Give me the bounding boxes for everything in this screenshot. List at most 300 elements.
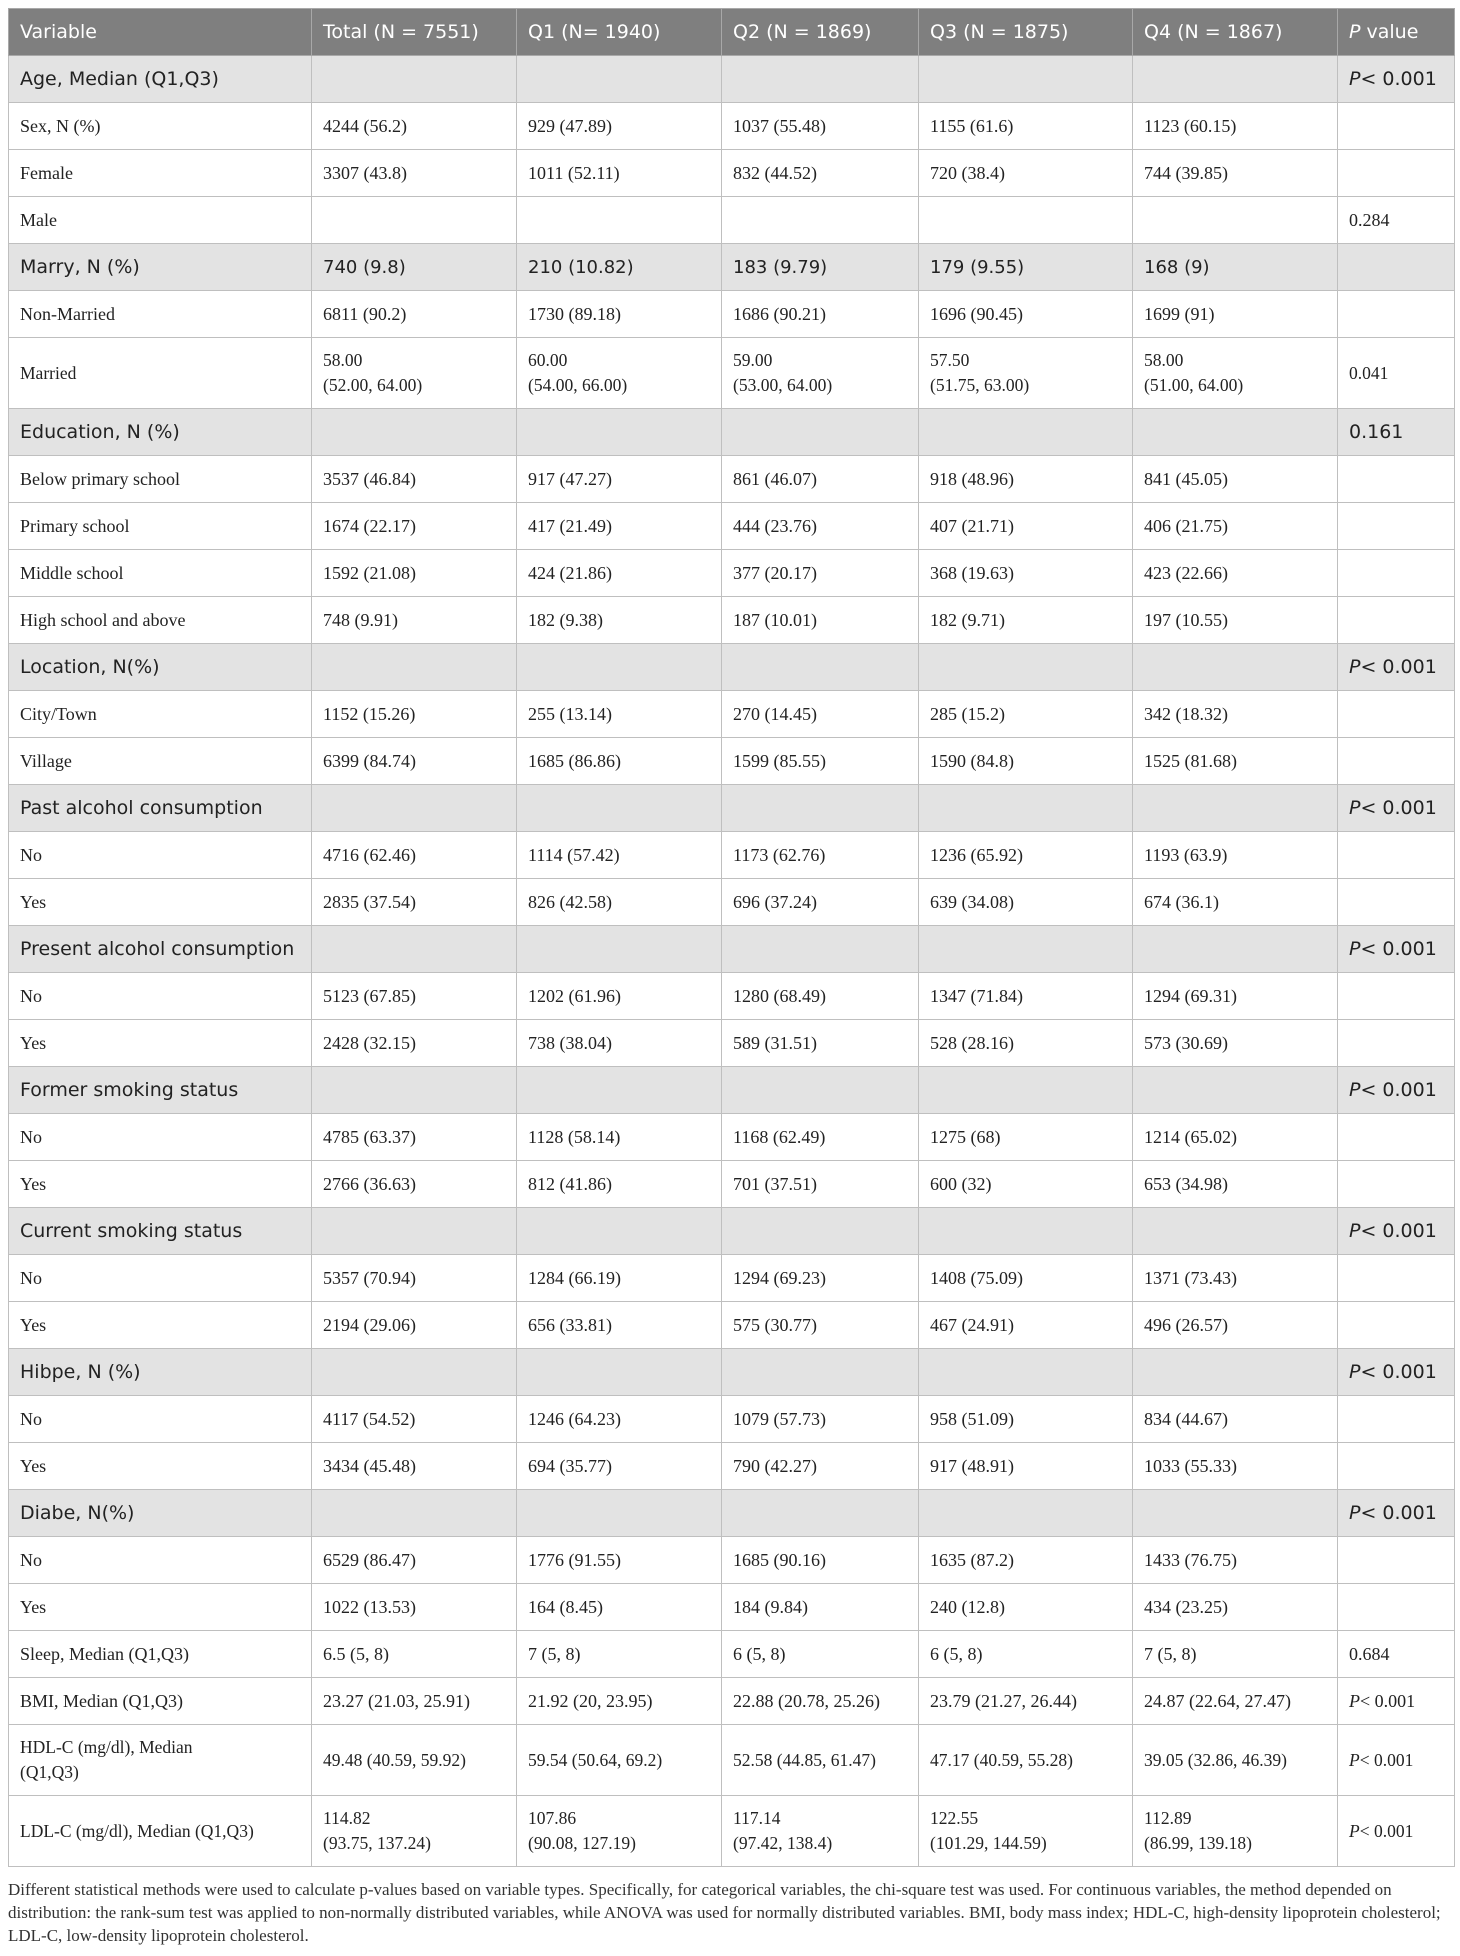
cell-value-line: (54.00, 66.00) <box>528 375 628 395</box>
q2-cell: 1685 (90.16) <box>722 1537 919 1584</box>
p-value-cell <box>1338 1725 1455 1796</box>
baseline-characteristics-table <box>8 8 1455 1867</box>
q3-cell: 1275 (68) <box>919 1114 1133 1161</box>
total-cell: 2766 (36.63) <box>312 1161 517 1208</box>
p-symbol: P <box>1349 68 1361 90</box>
p-value-text: < 0.001 <box>1360 938 1437 960</box>
q1-cell: 1730 (89.18) <box>517 291 722 338</box>
variable-cell: Yes <box>9 1584 312 1631</box>
variable-cell: LDL-C (mg/dl), Median (Q1,Q3) <box>9 1796 312 1867</box>
q4-cell <box>1133 926 1338 973</box>
q3-cell <box>919 1349 1133 1396</box>
q1-cell: 424 (21.86) <box>517 550 722 597</box>
q4-cell: 7 (5, 8) <box>1133 1631 1338 1678</box>
q3-cell: 368 (19.63) <box>919 550 1133 597</box>
p-value-cell <box>1338 644 1455 691</box>
q4-cell: 24.87 (22.64, 27.47) <box>1133 1678 1338 1725</box>
q3-cell: 407 (21.71) <box>919 503 1133 550</box>
q2-cell <box>722 1067 919 1114</box>
q2-cell: 183 (9.79) <box>722 244 919 291</box>
variable-cell: Location, N(%) <box>9 644 312 691</box>
variable-cell: Present alcohol consumption <box>9 926 312 973</box>
header-q4: Q4 (N = 1867) <box>1133 9 1338 56</box>
table-row <box>9 338 1455 409</box>
p-value-cell: 0.161 <box>1338 409 1455 456</box>
q2-cell <box>722 1208 919 1255</box>
p-value-cell <box>1338 1255 1455 1302</box>
q4-cell: 1193 (63.9) <box>1133 832 1338 879</box>
q2-cell: 1686 (90.21) <box>722 291 919 338</box>
p-symbol: P <box>1349 1079 1361 1101</box>
q4-cell <box>1133 409 1338 456</box>
p-value-cell: 0.684 <box>1338 1631 1455 1678</box>
variable-cell: No <box>9 1537 312 1584</box>
q3-cell: 1347 (71.84) <box>919 973 1133 1020</box>
total-cell <box>312 197 517 244</box>
q4-cell <box>1133 338 1338 409</box>
cell-value-line: (86.99, 139.18) <box>1144 1833 1252 1853</box>
cell-value-line: (51.75, 63.00) <box>930 375 1030 395</box>
total-cell: 23.27 (21.03, 25.91) <box>312 1678 517 1725</box>
q2-cell <box>722 409 919 456</box>
q2-cell: 1037 (55.48) <box>722 103 919 150</box>
q4-cell <box>1133 1208 1338 1255</box>
table-row <box>9 1255 1455 1302</box>
q1-cell: 21.92 (20, 23.95) <box>517 1678 722 1725</box>
p-value-cell <box>1338 832 1455 879</box>
table-row <box>9 1161 1455 1208</box>
variable-cell: Yes <box>9 879 312 926</box>
total-cell: 4244 (56.2) <box>312 103 517 150</box>
table-group-row <box>9 785 1455 832</box>
q2-cell: 6 (5, 8) <box>722 1631 919 1678</box>
variable-cell: Marry, N (%) <box>9 244 312 291</box>
table-group-row <box>9 1490 1455 1537</box>
q3-cell: 917 (48.91) <box>919 1443 1133 1490</box>
total-cell: 49.48 (40.59, 59.92) <box>312 1725 517 1796</box>
q3-cell <box>919 338 1133 409</box>
table-group-row <box>9 56 1455 103</box>
table-row <box>9 1020 1455 1067</box>
q4-cell: 834 (44.67) <box>1133 1396 1338 1443</box>
q2-cell: 184 (9.84) <box>722 1584 919 1631</box>
variable-cell: Yes <box>9 1443 312 1490</box>
p-value-cell <box>1338 550 1455 597</box>
variable-cell: No <box>9 973 312 1020</box>
q2-cell: 1168 (62.49) <box>722 1114 919 1161</box>
q4-cell: 197 (10.55) <box>1133 597 1338 644</box>
q2-cell: 270 (14.45) <box>722 691 919 738</box>
table-row <box>9 691 1455 738</box>
table-row <box>9 1537 1455 1584</box>
header-variable: Variable <box>9 9 312 56</box>
variable-cell: No <box>9 1396 312 1443</box>
variable-cell: Yes <box>9 1020 312 1067</box>
cell-value-line: 107.86 <box>528 1808 577 1828</box>
total-cell: 1674 (22.17) <box>312 503 517 550</box>
variable-cell: Sex, N (%) <box>9 103 312 150</box>
q3-cell: 600 (32) <box>919 1161 1133 1208</box>
q3-cell <box>919 785 1133 832</box>
table-group-row <box>9 1208 1455 1255</box>
total-cell: 1592 (21.08) <box>312 550 517 597</box>
q4-cell <box>1133 644 1338 691</box>
q3-cell <box>919 926 1133 973</box>
q2-cell: 52.58 (44.85, 61.47) <box>722 1725 919 1796</box>
total-cell <box>312 56 517 103</box>
table-body <box>9 56 1455 1867</box>
q1-cell: 1776 (91.55) <box>517 1537 722 1584</box>
q4-cell <box>1133 785 1338 832</box>
q2-cell <box>722 1490 919 1537</box>
q4-cell: 434 (23.25) <box>1133 1584 1338 1631</box>
table-row <box>9 1114 1455 1161</box>
total-cell: 6399 (84.74) <box>312 738 517 785</box>
total-cell: 1152 (15.26) <box>312 691 517 738</box>
q1-cell <box>517 1349 722 1396</box>
q3-cell <box>919 644 1133 691</box>
q3-cell <box>919 1067 1133 1114</box>
p-value-cell <box>1338 503 1455 550</box>
q2-cell <box>722 1796 919 1867</box>
table-row <box>9 550 1455 597</box>
q3-cell: 240 (12.8) <box>919 1584 1133 1631</box>
p-value-cell <box>1338 291 1455 338</box>
total-cell: 2835 (37.54) <box>312 879 517 926</box>
p-value-cell <box>1338 1490 1455 1537</box>
table-row <box>9 103 1455 150</box>
q3-cell <box>919 1490 1133 1537</box>
q1-cell <box>517 1067 722 1114</box>
q4-cell: 653 (34.98) <box>1133 1161 1338 1208</box>
q3-cell: 918 (48.96) <box>919 456 1133 503</box>
q3-cell: 1408 (75.09) <box>919 1255 1133 1302</box>
p-value-cell <box>1338 1443 1455 1490</box>
header-total: Total (N = 7551) <box>312 9 517 56</box>
total-cell: 2194 (29.06) <box>312 1302 517 1349</box>
q1-cell <box>517 1208 722 1255</box>
p-value-cell <box>1338 785 1455 832</box>
q3-cell: 179 (9.55) <box>919 244 1133 291</box>
variable-cell: Married <box>9 338 312 409</box>
header-p-value: P value <box>1338 9 1455 56</box>
q2-cell: 22.88 (20.78, 25.26) <box>722 1678 919 1725</box>
variable-cell: Below primary school <box>9 456 312 503</box>
q1-cell: 826 (42.58) <box>517 879 722 926</box>
q4-cell <box>1133 197 1338 244</box>
p-value-cell <box>1338 1537 1455 1584</box>
q1-cell: 812 (41.86) <box>517 1161 722 1208</box>
total-cell: 740 (9.8) <box>312 244 517 291</box>
variable-cell: Past alcohol consumption <box>9 785 312 832</box>
q1-cell <box>517 409 722 456</box>
table-group-row <box>9 926 1455 973</box>
total-cell <box>312 1349 517 1396</box>
p-value-cell <box>1338 1396 1455 1443</box>
p-value-cell <box>1338 1349 1455 1396</box>
header-q1: Q1 (N= 1940) <box>517 9 722 56</box>
p-value-text: < 0.001 <box>1360 656 1437 678</box>
p-symbol: P <box>1349 1820 1360 1841</box>
q1-cell <box>517 56 722 103</box>
q2-cell <box>722 338 919 409</box>
q3-cell: 1696 (90.45) <box>919 291 1133 338</box>
q4-cell: 39.05 (32.86, 46.39) <box>1133 1725 1338 1796</box>
p-value-cell <box>1338 456 1455 503</box>
q4-cell <box>1133 1349 1338 1396</box>
total-cell: 1022 (13.53) <box>312 1584 517 1631</box>
total-cell: 4716 (62.46) <box>312 832 517 879</box>
variable-cell: Yes <box>9 1161 312 1208</box>
variable-cell <box>9 1725 312 1796</box>
variable-cell: No <box>9 1114 312 1161</box>
q4-cell: 744 (39.85) <box>1133 150 1338 197</box>
variable-cell: BMI, Median (Q1,Q3) <box>9 1678 312 1725</box>
table-group-row <box>9 644 1455 691</box>
q4-cell: 1699 (91) <box>1133 291 1338 338</box>
q2-cell: 377 (20.17) <box>722 550 919 597</box>
total-cell <box>312 785 517 832</box>
q2-cell: 444 (23.76) <box>722 503 919 550</box>
p-symbol: P <box>1349 1690 1360 1711</box>
variable-cell: Former smoking status <box>9 1067 312 1114</box>
p-value-text: < 0.001 <box>1360 797 1437 819</box>
variable-cell: No <box>9 1255 312 1302</box>
q2-cell: 1173 (62.76) <box>722 832 919 879</box>
q2-cell: 187 (10.01) <box>722 597 919 644</box>
p-value-text: < 0.001 <box>1360 1502 1437 1524</box>
p-symbol: P <box>1349 797 1361 819</box>
q4-cell: 168 (9) <box>1133 244 1338 291</box>
q2-cell: 1599 (85.55) <box>722 738 919 785</box>
cell-value-line: (53.00, 64.00) <box>733 375 833 395</box>
q3-cell <box>919 197 1133 244</box>
total-cell <box>312 1208 517 1255</box>
variable-cell: Village <box>9 738 312 785</box>
p-value-cell <box>1338 1114 1455 1161</box>
q2-cell: 1079 (57.73) <box>722 1396 919 1443</box>
table-row <box>9 832 1455 879</box>
p-symbol: P <box>1349 1502 1361 1524</box>
q3-cell: 6 (5, 8) <box>919 1631 1133 1678</box>
p-value-cell <box>1338 150 1455 197</box>
q3-cell: 528 (28.16) <box>919 1020 1133 1067</box>
q4-cell: 423 (22.66) <box>1133 550 1338 597</box>
q3-cell <box>919 56 1133 103</box>
q1-cell <box>517 197 722 244</box>
cell-value-line: (93.75, 137.24) <box>323 1833 431 1853</box>
q3-cell <box>919 409 1133 456</box>
q2-cell: 790 (42.27) <box>722 1443 919 1490</box>
p-value-text: < 0.001 <box>1360 1079 1437 1101</box>
variable-cell: Hibpe, N (%) <box>9 1349 312 1396</box>
q1-cell <box>517 1796 722 1867</box>
q3-cell: 1635 (87.2) <box>919 1537 1133 1584</box>
variable-cell: Middle school <box>9 550 312 597</box>
table-row <box>9 503 1455 550</box>
table-row <box>9 456 1455 503</box>
p-value-cell <box>1338 879 1455 926</box>
total-cell: 4785 (63.37) <box>312 1114 517 1161</box>
q3-cell: 285 (15.2) <box>919 691 1133 738</box>
p-value-cell <box>1338 1584 1455 1631</box>
q1-cell: 738 (38.04) <box>517 1020 722 1067</box>
q3-cell: 467 (24.91) <box>919 1302 1133 1349</box>
p-symbol: P <box>1349 656 1361 678</box>
table-row <box>9 150 1455 197</box>
q4-cell: 674 (36.1) <box>1133 879 1338 926</box>
q1-cell: 182 (9.38) <box>517 597 722 644</box>
q3-cell <box>919 1208 1133 1255</box>
p-value-text: < 0.001 <box>1359 1820 1414 1841</box>
cell-value-line: (90.08, 127.19) <box>528 1833 636 1853</box>
p-value-cell <box>1338 1067 1455 1114</box>
cell-value-line: 60.00 <box>528 350 568 370</box>
q4-cell: 1214 (65.02) <box>1133 1114 1338 1161</box>
total-cell: 3434 (45.48) <box>312 1443 517 1490</box>
q1-cell: 917 (47.27) <box>517 456 722 503</box>
variable-cell: Female <box>9 150 312 197</box>
q2-cell: 861 (46.07) <box>722 456 919 503</box>
p-value-cell <box>1338 1020 1455 1067</box>
table-row <box>9 597 1455 644</box>
p-value-text: < 0.001 <box>1360 68 1437 90</box>
q1-cell: 1202 (61.96) <box>517 973 722 1020</box>
q3-cell <box>919 1796 1133 1867</box>
table-row <box>9 879 1455 926</box>
q2-cell: 832 (44.52) <box>722 150 919 197</box>
q1-cell <box>517 1490 722 1537</box>
p-value-cell <box>1338 738 1455 785</box>
cell-value-line: (101.29, 144.59) <box>930 1833 1047 1853</box>
total-cell <box>312 338 517 409</box>
q1-cell: 255 (13.14) <box>517 691 722 738</box>
q4-cell: 1371 (73.43) <box>1133 1255 1338 1302</box>
table-row <box>9 1584 1455 1631</box>
p-value-cell <box>1338 244 1455 291</box>
variable-cell: No <box>9 832 312 879</box>
cell-value-line: (97.42, 138.4) <box>733 1833 833 1853</box>
variable-cell: Primary school <box>9 503 312 550</box>
q1-cell: 1114 (57.42) <box>517 832 722 879</box>
p-value-cell <box>1338 973 1455 1020</box>
q4-cell <box>1133 1067 1338 1114</box>
q2-cell <box>722 785 919 832</box>
p-value-cell: 0.041 <box>1338 338 1455 409</box>
q1-cell: 164 (8.45) <box>517 1584 722 1631</box>
q4-cell: 1294 (69.31) <box>1133 973 1338 1020</box>
q1-cell <box>517 785 722 832</box>
p-value-text: < 0.001 <box>1360 1690 1416 1711</box>
q4-cell: 1433 (76.75) <box>1133 1537 1338 1584</box>
variable-cell: Sleep, Median (Q1,Q3) <box>9 1631 312 1678</box>
total-cell: 6811 (90.2) <box>312 291 517 338</box>
q2-cell <box>722 926 919 973</box>
table-group-row <box>9 1067 1455 1114</box>
variable-cell: Male <box>9 197 312 244</box>
p-value-cell <box>1338 56 1455 103</box>
q1-cell <box>517 338 722 409</box>
header-q3: Q3 (N = 1875) <box>919 9 1133 56</box>
q3-cell: 1155 (61.6) <box>919 103 1133 150</box>
p-value-cell <box>1338 1678 1455 1725</box>
total-cell: 5123 (67.85) <box>312 973 517 1020</box>
table-group-row <box>9 1349 1455 1396</box>
table-header-row <box>9 9 1455 56</box>
q2-cell <box>722 1349 919 1396</box>
p-value-cell: 0.284 <box>1338 197 1455 244</box>
q1-cell: 210 (10.82) <box>517 244 722 291</box>
q2-cell: 1280 (68.49) <box>722 973 919 1020</box>
q2-cell <box>722 56 919 103</box>
p-value-cell <box>1338 926 1455 973</box>
q1-cell: 694 (35.77) <box>517 1443 722 1490</box>
table-row <box>9 1631 1455 1678</box>
q3-cell: 720 (38.4) <box>919 150 1133 197</box>
total-cell: 6529 (86.47) <box>312 1537 517 1584</box>
variable-cell: High school and above <box>9 597 312 644</box>
cell-value-line: 58.00 <box>323 350 363 370</box>
cell-value-line: 114.82 <box>323 1808 371 1828</box>
cell-value-line: 122.55 <box>930 1808 979 1828</box>
total-cell: 6.5 (5, 8) <box>312 1631 517 1678</box>
q2-cell: 1294 (69.23) <box>722 1255 919 1302</box>
table-row <box>9 197 1455 244</box>
table-row <box>9 1396 1455 1443</box>
q4-cell <box>1133 1490 1338 1537</box>
q1-cell: 656 (33.81) <box>517 1302 722 1349</box>
q4-cell: 496 (26.57) <box>1133 1302 1338 1349</box>
variable-cell: Yes <box>9 1302 312 1349</box>
variable-cell: Age, Median (Q1,Q3) <box>9 56 312 103</box>
q4-cell <box>1133 1796 1338 1867</box>
p-value-cell <box>1338 1302 1455 1349</box>
p-symbol: P <box>1349 1220 1361 1242</box>
cell-value-line: 117.14 <box>733 1808 781 1828</box>
header-q2: Q2 (N = 1869) <box>722 9 919 56</box>
table-row <box>9 1302 1455 1349</box>
p-value-text: < 0.001 <box>1360 1361 1437 1383</box>
cell-value-line: (51.00, 64.00) <box>1144 375 1244 395</box>
q2-cell <box>722 644 919 691</box>
baseline-characteristics-table-figure <box>8 8 1454 1947</box>
q4-cell: 1123 (60.15) <box>1133 103 1338 150</box>
total-cell: 5357 (70.94) <box>312 1255 517 1302</box>
variable-label-line: HDL-C (mg/dl), Median <box>20 1737 193 1757</box>
total-cell: 4117 (54.52) <box>312 1396 517 1443</box>
table-footnote: Different statistical methods were used to calculate p-values based on variable types. Specifically, for categorical variables, the chi-square test was used. For continuous variables, the method depended on distribution: the rank-sum test was applied to non-normally distributed variables, while ANOVA was used for normally distributed variables. BMI, body mass index; HDL-C, high-density lipoprotein cholesterol; LDL-C, low-density lipoprotein cholesterol. <box>8 1880 1441 1945</box>
q4-cell: 841 (45.05) <box>1133 456 1338 503</box>
variable-cell: City/Town <box>9 691 312 738</box>
table-row <box>9 1725 1455 1796</box>
q4-cell <box>1133 56 1338 103</box>
p-value-cell <box>1338 103 1455 150</box>
total-cell <box>312 1490 517 1537</box>
q1-cell <box>517 926 722 973</box>
q1-cell: 1128 (58.14) <box>517 1114 722 1161</box>
total-cell <box>312 1067 517 1114</box>
q3-cell: 958 (51.09) <box>919 1396 1133 1443</box>
table-row <box>9 973 1455 1020</box>
q3-cell: 182 (9.71) <box>919 597 1133 644</box>
p-value-cell <box>1338 597 1455 644</box>
table-row <box>9 1796 1455 1867</box>
p-value-cell <box>1338 691 1455 738</box>
total-cell <box>312 1796 517 1867</box>
q3-cell: 47.17 (40.59, 55.28) <box>919 1725 1133 1796</box>
table-group-row <box>9 409 1455 456</box>
q3-cell: 23.79 (21.27, 26.44) <box>919 1678 1133 1725</box>
